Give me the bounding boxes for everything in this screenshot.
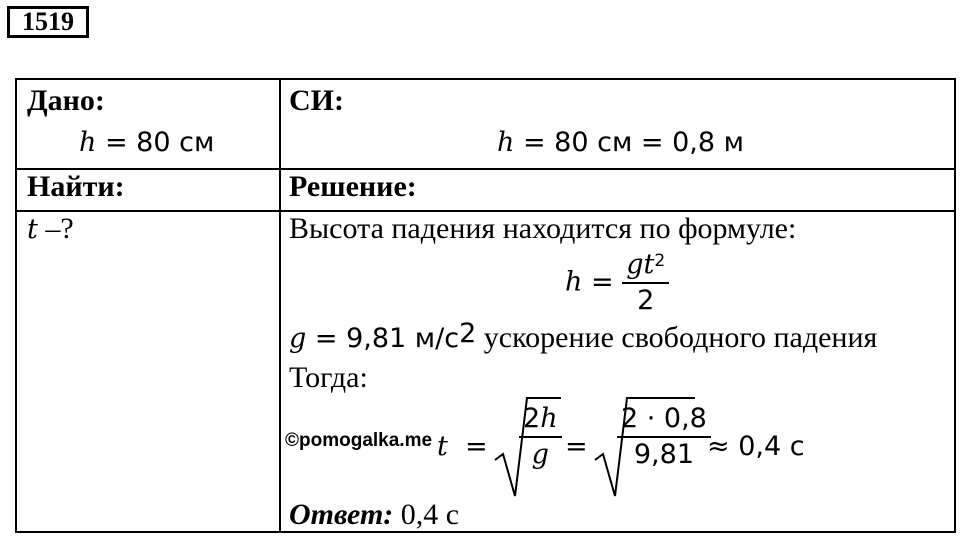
root2-fraction: $\frac{2 \cdot 0,8}{9,81}$ (617, 402, 711, 472)
find-heading: Найти: (27, 170, 125, 203)
final-t: t (437, 431, 448, 462)
si-heading: СИ: (289, 84, 344, 117)
final-approx: ≈ 0,4 с (707, 431, 805, 462)
watermark: ©pomogalka.me (285, 430, 433, 451)
answer-line: Ответ: 0,4 с (289, 498, 460, 531)
solution-line1: Высота падения находится по формуле: (289, 212, 797, 245)
si-h: h = 80 см = 0,8 м (497, 127, 745, 158)
solution-table (15, 78, 956, 533)
formula-h: h = $\frac{gt^2}{2}$ (565, 248, 669, 318)
solution-heading: Решение: (289, 170, 417, 203)
g-line: g = 9,81 $м/с^2$ ускорение свободного падения (289, 318, 878, 354)
final-eq2: = (565, 431, 588, 462)
root1-fraction: $\frac{2h}{g}$ (519, 402, 562, 472)
find-t: t –? (27, 212, 74, 245)
final-eq1: = (465, 431, 488, 462)
then-label: Тогда: (289, 361, 368, 394)
given-heading: Дано: (27, 84, 105, 117)
problem-number: 1519 (7, 6, 89, 38)
column-divider (279, 80, 281, 531)
given-h: h = 80 см (79, 127, 215, 158)
